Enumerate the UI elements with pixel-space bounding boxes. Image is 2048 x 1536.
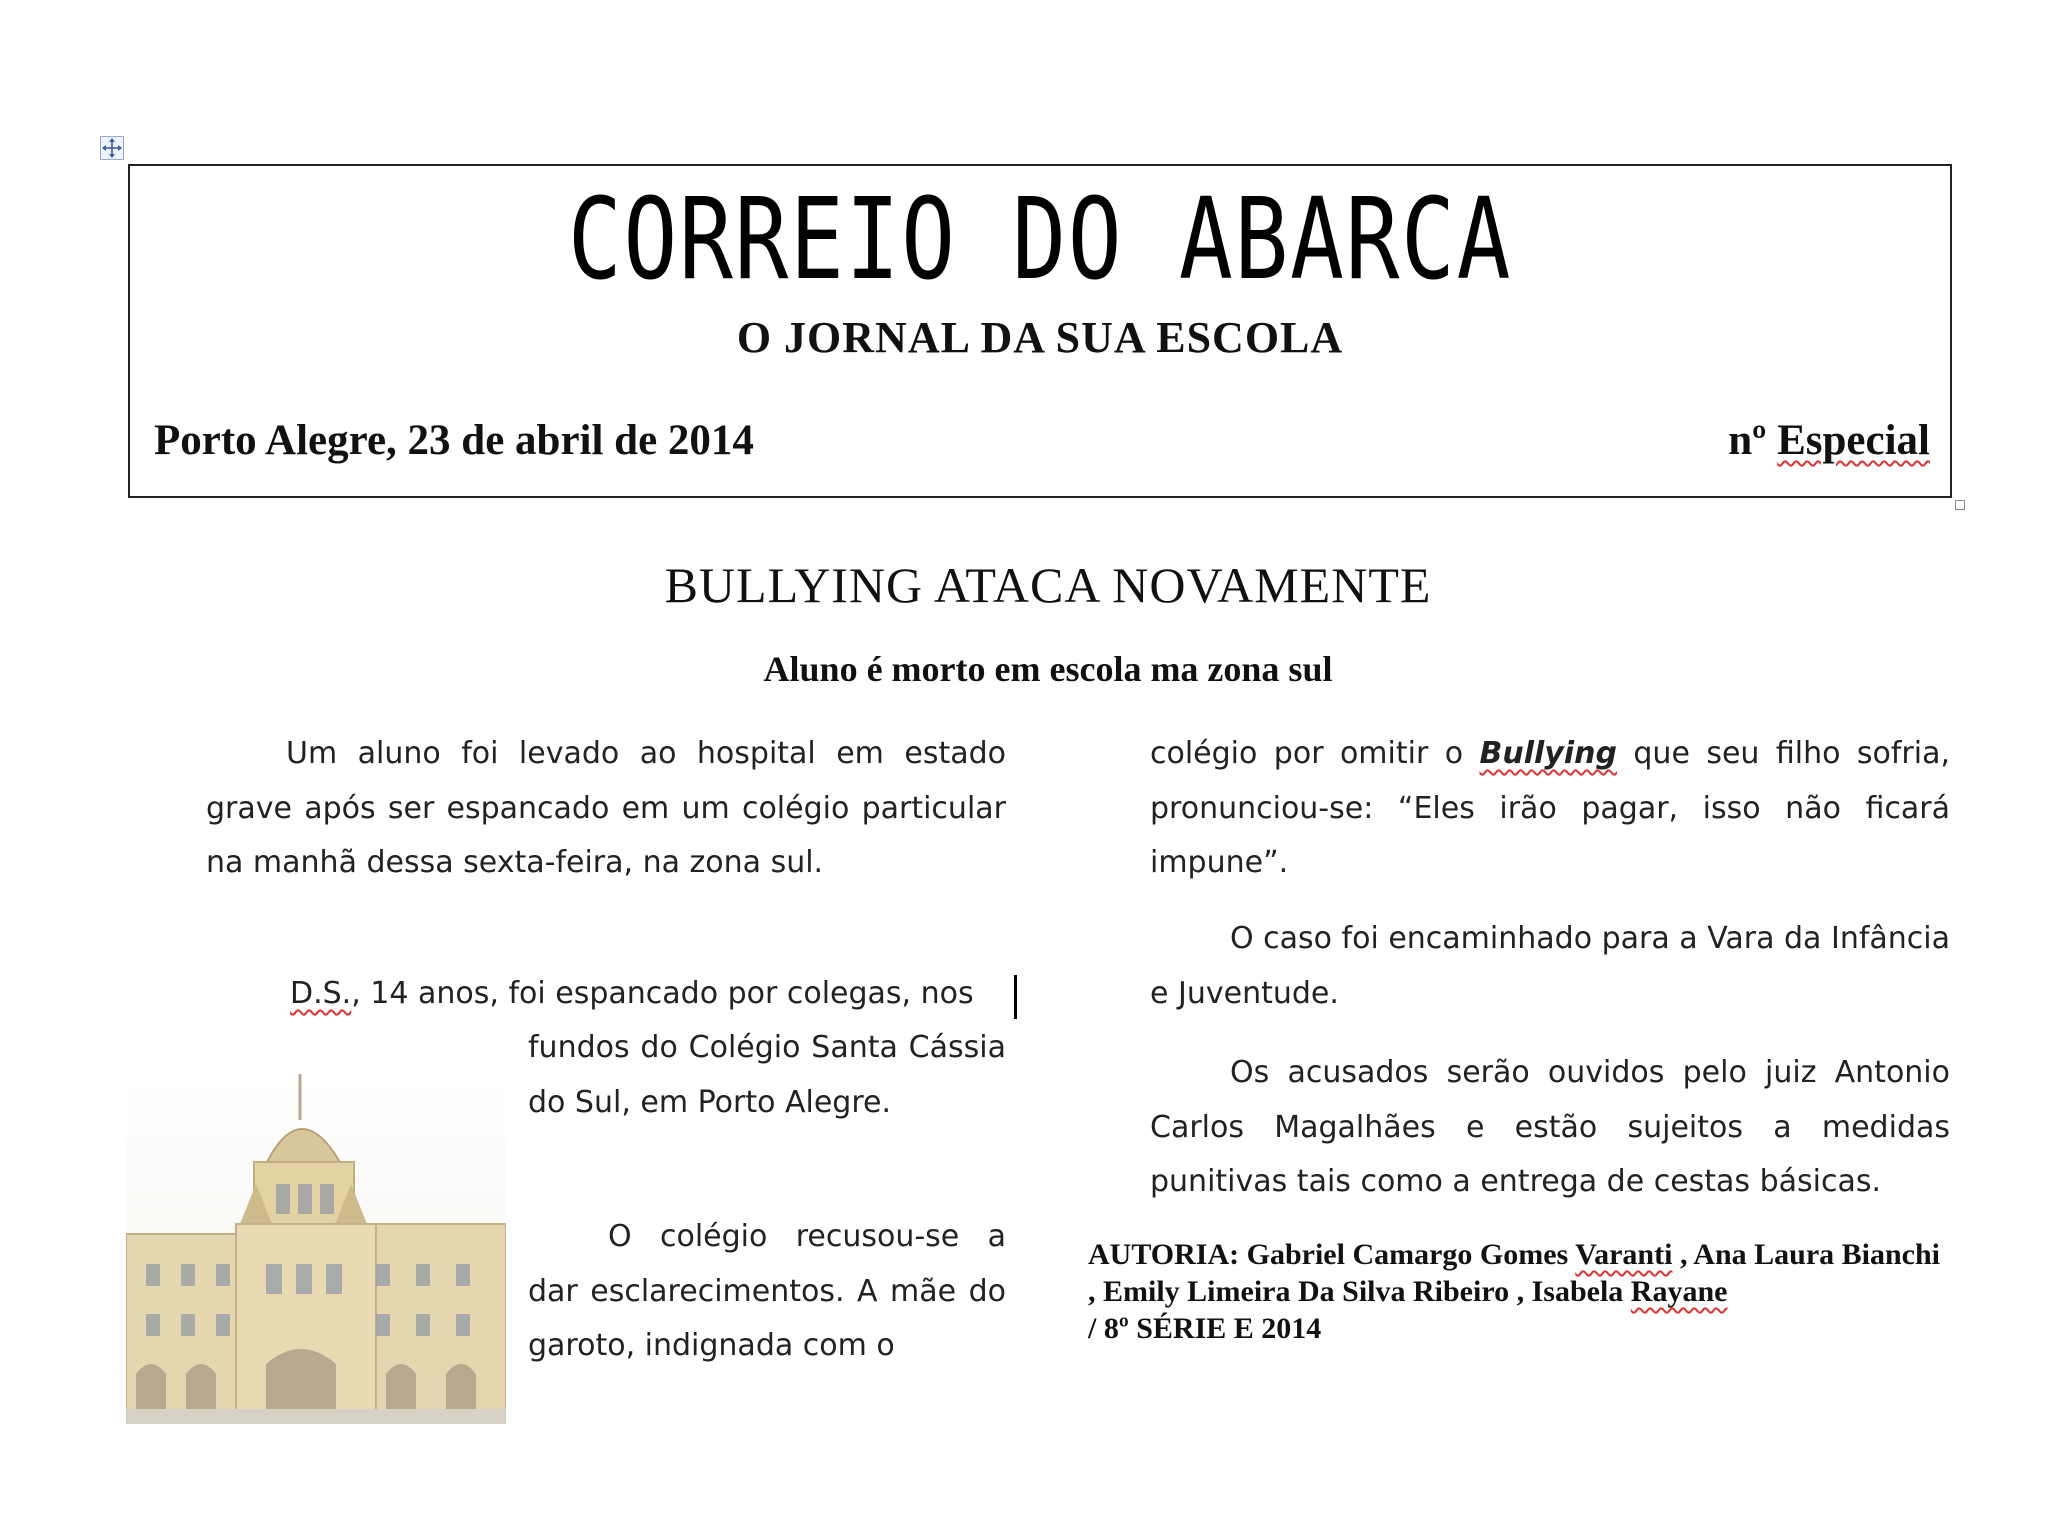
left-paragraph-1: Um aluno foi levado ao hospital em estado grave após ser espancado em um colégio particular na manhã dessa sexta-feira, na zona sul. [206,736,1006,880]
newspaper-title: CORREIO DO ABARCA [567,175,1513,305]
credits-class-year: / 8º SÉRIE E 2014 [1088,1312,1322,1345]
right-p1-after: que seu filho sofria, pronunciou-se: “Eles irão pagar, isso não ficará impune”. [1150,736,1951,880]
place-date: Porto Alegre, 23 de abril de 2014 [154,417,754,464]
right-paragraph-1 [1150,727,1950,891]
left-paragraph-3: O colégio recusou-se a dar esclarecimentos. A mãe do garoto, indignada com o [528,1219,1006,1363]
left-paragraph-2-rest: fundos do Colégio Santa Cássia do Sul, em Porto Alegre. [528,1030,1006,1120]
credits-names: , Ana Laura Bianchi , Emily Limeira Da Silva Ribeiro , Isabela [1088,1238,1941,1308]
issue-word: Especial [1777,417,1930,464]
credits-label: AUTORIA: Gabriel Camargo Gomes [1088,1238,1576,1271]
school-building-icon [126,1074,506,1424]
issue-number [1728,416,1930,465]
right-paragraph-2: O caso foi encaminhado para a Vara da Infância e Juventude. [1150,921,1951,1011]
issue-prefix: nº [1728,417,1778,464]
school-building-photo [126,1074,506,1424]
right-p1-before: colégio por omitir o [1150,736,1480,771]
table-move-handle[interactable] [100,136,124,160]
move-arrows-icon [101,137,123,159]
article-headline: BULLYING ATACA NOVAMENTE [664,557,1432,613]
newspaper-subtitle: O JORNAL DA SUA ESCOLA [736,313,1344,362]
first-line-text: , 14 anos, foi espancado por colegas, nos [351,976,974,1011]
bullying-emphasis: Bullying [1479,736,1617,771]
right-paragraph-3: Os acusados serão ouvidos pelo juiz Antonio Carlos Magalhães e estão sujeitos a medidas punitivas tais como a entrega de cestas básicas. [1150,1055,1950,1199]
article-subheadline: Aluno é morto em escola ma zona sul [763,649,1333,689]
flagged-name-1: Varanti [1575,1238,1673,1271]
authorship-credits [1088,1236,1948,1347]
masthead-box [128,164,1952,498]
table-resize-handle[interactable] [1955,500,1965,510]
text-cursor [1014,975,1017,1019]
initials: D.S. [290,976,352,1011]
flagged-name-2: Rayane [1630,1275,1728,1308]
left-paragraph-2-first-line [290,967,1008,1022]
